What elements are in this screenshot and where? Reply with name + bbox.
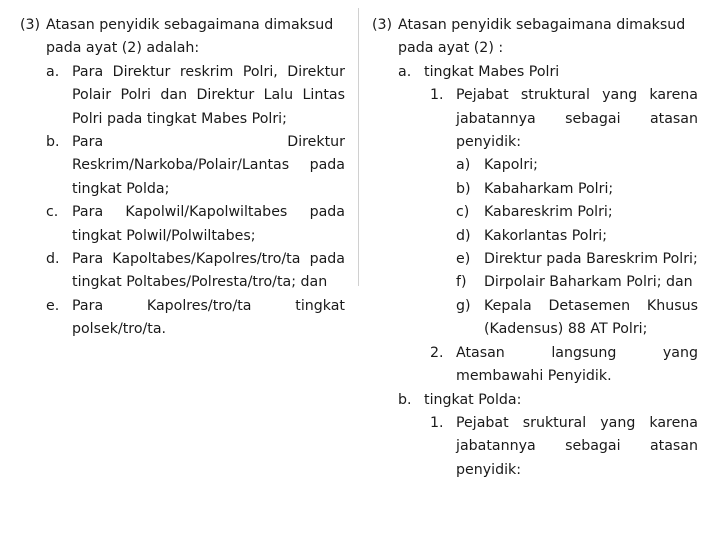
left-item-marker: d.: [46, 251, 60, 268]
sub-marker: e): [456, 251, 471, 268]
right-paragraph-3: [372, 14, 698, 61]
right-a-1-sub-c: [456, 201, 698, 224]
left-intro: Atasan penyidik sebagaimana dimaksud pada ayat (2) adalah:: [46, 17, 334, 57]
left-item-marker: b.: [46, 134, 60, 151]
left-column: [20, 14, 345, 342]
right-b-point-1: [430, 412, 698, 482]
sub-text: Direktur pada Bareskrim Polri;: [484, 251, 698, 268]
point-marker: 2.: [430, 344, 444, 361]
sub-marker: f): [456, 274, 467, 291]
point-text: Pejabat sruktural yang karena jabatannya sebagai atasan penyidik:: [456, 414, 698, 478]
sub-text: Kabaharkam Polri;: [484, 180, 614, 197]
sub-marker: b): [456, 180, 471, 197]
left-item-a: [46, 61, 345, 131]
right-a-1-sub-g: [456, 295, 698, 342]
sub-marker: a): [456, 157, 471, 174]
sub-text: Kepala Detasemen Khusus (Kadensus) 88 AT Polri;: [484, 297, 698, 338]
right-a-1-sub-f: [456, 271, 698, 294]
right-a-1-sub-e: [456, 248, 698, 271]
left-item-text: Para Direktur Reskrim/Narkoba/Polair/Lantas pada tingkat Polda;: [72, 134, 345, 197]
right-item-label: tingkat Polda:: [424, 391, 522, 408]
sub-text: Kapolri;: [484, 157, 538, 174]
right-intro: Atasan penyidik sebagaimana dimaksud pada ayat (2) :: [398, 17, 686, 57]
left-item-text: Para Kapolwil/Kapolwiltabes pada tingkat Polwil/Polwiltabes;: [72, 204, 345, 244]
right-a-1-sub-d: [456, 225, 698, 248]
left-item-e: [46, 295, 345, 342]
sub-text: Kabareskrim Polri;: [484, 204, 613, 221]
left-item-marker: a.: [46, 63, 60, 80]
left-item-text: Para Kapolres/tro/ta tingkat polsek/tro/ta.: [72, 297, 345, 338]
point-marker: 1.: [430, 414, 444, 431]
sub-marker: g): [456, 297, 471, 314]
right-item-label: tingkat Mabes Polri: [424, 63, 560, 80]
right-a-point-1: [430, 84, 698, 154]
left-item-d: [46, 248, 345, 295]
left-item-text: Para Direktur reskrim Polri, Direktur Polair Polri dan Direktur Lalu Lintas Polri pada tingkat Mabes Polri;: [72, 63, 345, 127]
left-paragraph-number: (3): [20, 17, 41, 33]
point-marker: 1.: [430, 87, 444, 104]
right-item-a: [398, 61, 698, 84]
point-text: Pejabat struktural yang karena jabatannya sebagai atasan penyidik:: [456, 87, 698, 151]
left-item-text: Para Kapoltabes/Kapolres/tro/ta pada tingkat Poltabes/Polresta/tro/ta; dan: [72, 251, 345, 291]
sub-text: Dirpolair Baharkam Polri; dan: [484, 274, 693, 291]
left-item-c: [46, 201, 345, 248]
point-text: Atasan langsung yang membawahi Penyidik.: [456, 344, 698, 385]
sub-marker: d): [456, 227, 471, 244]
left-paragraph-3: [20, 14, 345, 61]
right-item-marker: b.: [398, 391, 412, 408]
right-a-1-sub-b: [456, 178, 698, 201]
right-item-b: [398, 389, 698, 412]
sub-text: Kakorlantas Polri;: [484, 227, 607, 244]
column-divider: [358, 8, 359, 286]
left-item-b: [46, 131, 345, 201]
right-item-marker: a.: [398, 63, 412, 80]
right-a-1-sub-a: [456, 154, 698, 177]
right-a-point-2: [430, 342, 698, 389]
right-column: [372, 14, 698, 482]
right-paragraph-number: (3): [372, 17, 393, 33]
left-item-marker: c.: [46, 204, 59, 221]
left-item-marker: e.: [46, 297, 60, 314]
sub-marker: c): [456, 204, 470, 221]
